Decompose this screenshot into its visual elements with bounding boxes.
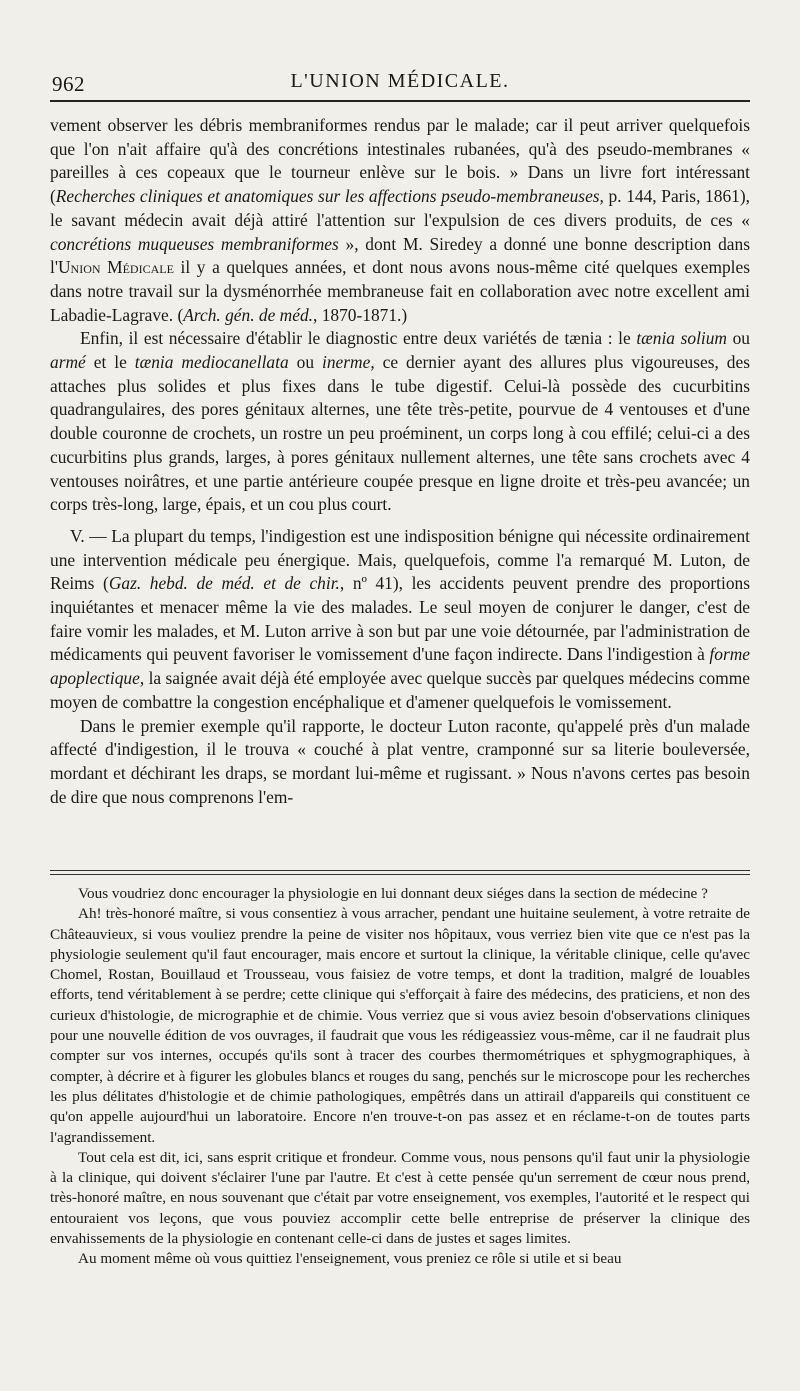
footnote-paragraph-1: Vous voudriez donc encourager la physiologie en lui donnant deux siéges dans la section de médecine ? [78, 885, 708, 902]
running-title: L'UNION MÉDICALE. [290, 70, 510, 92]
footnote-paragraph-2: Ah! très-honoré maître, si vous consentiez à vous arracher, pendant une huitaine seulement, à votre retraite de Châteauvieux, si vous vouliez prendre la peine de visiter nos hôpitaux, vous verriez bien vite que ce n'est pas la physiologie seulement qu'il faut encourager, mais encore et surtout la clinique, la véritable clinique, celle qu'avec Chomel, Rostan, Bouillaud et Trousseau, vous faisiez de votre temps, et dont la tradition, malgré de louables efforts, tend véritablement à se perdre; cette clinique qui s'efforçait à faire des médecins, des praticiens, et non des curieux d'histologie, de micrographie et de chimie. Vous verriez que si vous aviez besoin d'observations cliniques pour une nouvelle édition de vos ouvrages, il faudrait que vous les rédigeassiez vous-même, car il ne faudrait plus compter sur vos internes, occupés qu'ils sont à tracer des courbes thermométriques et sphygmographiques, à compter, à décrire et à figurer les globules blancs et rouges du sang, penchés sur le microscope pour les recherches les plus délitates d'histologie et de chimie pathologiques, empêtrés dans un attirail d'appareils qui constituent ce qu'on appelle aujourd'hui un laboratoire. Encore n'en trouve-t-on pas assez et en réclame-t-on de toutes parts l'agrandissement. [50, 905, 750, 1146]
header-rule [50, 100, 750, 102]
footnote-rule [50, 870, 750, 875]
paragraph-3: V. — La plupart du temps, l'indigestion est une indisposition bénigne qui nécessite ordinairement une intervention médicale peu énergique. Mais, quelquefois, comme l'a remarqué M. Luton, de Reims (Gaz. hebd. de méd. et de chir., nº 41), les accidents peuvent prendre des proportions inquiétantes et menacer même la vie des malades. Le seul moyen de conjurer le danger, c'est de faire vomir les malades, et M. Luton arrive à son but par une voie détournée, par l'administration de médicaments qui peuvent favoriser le vomissement d'une façon indirecte. Dans l'indigestion à forme apoplectique, la saignée avait déjà été employée avec quelque succès par quelques médecins comme moyen de combattre la congestion encéphalique et d'amener quelquefois le vomissement. [50, 525, 750, 712]
main-text [50, 114, 750, 809]
footnote-text [50, 884, 750, 1270]
paragraph-1: vement observer les débris membraniformes rendus par le malade; car il peut arriver quelquefois que l'on n'ait affaire qu'à des concrétions intestinales rubanées, qu'à des pseudo-membranes « pareilles à ces copeaux que le tourneur enlève sur le bois. » Dans un livre fort intéressant (Recherches cliniques et anatomiques sur les affections pseudo-membraneuses, p. 144, Paris, 1861), le savant médecin avait déjà attiré l'attention sur l'expulsion de ces divers produits, de ces « concrétions muqueuses membraniformes », dont M. Siredey a donné une bonne description dans l'Union Médicale il y a quelques années, et dont nous avons nous-même cité quelques exemples dans notre travail sur la dysménorrhée membraneuse fait en collaboration avec notre excellent ami Labadie-Lagrave. (Arch. gén. de méd., 1870-1871.) [50, 115, 751, 325]
paragraph-2: Enfin, il est nécessaire d'établir le diagnostic entre deux variétés de tænia : le tænia solium ou armé et le tænia mediocanellata ou inerme, ce dernier ayant des allures plus vigoureuses, des attaches plus solides et plus fixes dans le tube digestif. Celui-là possède des cucurbitins quadrangulaires, des pores génitaux alternes, une tête très-petite, pourvue de 4 ventouses et d'une double couronne de crochets, un rostre un peu proéminent, un corps long à cou effilé; celui-ci a des cucurbitins plus grands, larges, à pores génitaux nullement alternes, une tête sans crochets avec 4 ventouses noirâtres, et une partie antérieure coupée presque en ligne droite et très-peu avancée; un corps très-long, large, épais, et un cou plus court. [50, 328, 750, 515]
footnote-paragraph-4: Au moment même où vous quittiez l'enseignement, vous preniez ce rôle si utile et si beau [78, 1250, 622, 1268]
page-number: 962 [52, 72, 85, 96]
page [50, 62, 751, 1268]
page-header [50, 62, 750, 100]
paragraph-4: Dans le premier exemple qu'il rapporte, le docteur Luton raconte, qu'appelé près d'un malade affecté d'indigestion, il le trouva « couché à plat ventre, cramponné sur sa literie bouleversée, mordant et déchirant les draps, se mordant lui-même et rugissant. » Nous n'avons certes pas besoin de dire que nous comprenons l'em- [50, 715, 750, 807]
footnote-paragraph-3: Tout cela est dit, ici, sans esprit critique et frondeur. Comme vous, nous pensons qu'il faut unir la physiologie à la clinique, qui doivent s'éclairer l'une par l'autre. Et c'est à cette pensée qu'un serrement de cœur nous prend, très-honoré maître, en nous souvenant que c'était par votre enseignement, vos exemples, l'autorité et le respect qui entouraient vos leçons, que vous pouviez accomplir cette belle entreprise de préserver la clinique des envahissements de la physiologie en contenant celle-ci dans de justes et sages limites. [50, 1148, 750, 1248]
